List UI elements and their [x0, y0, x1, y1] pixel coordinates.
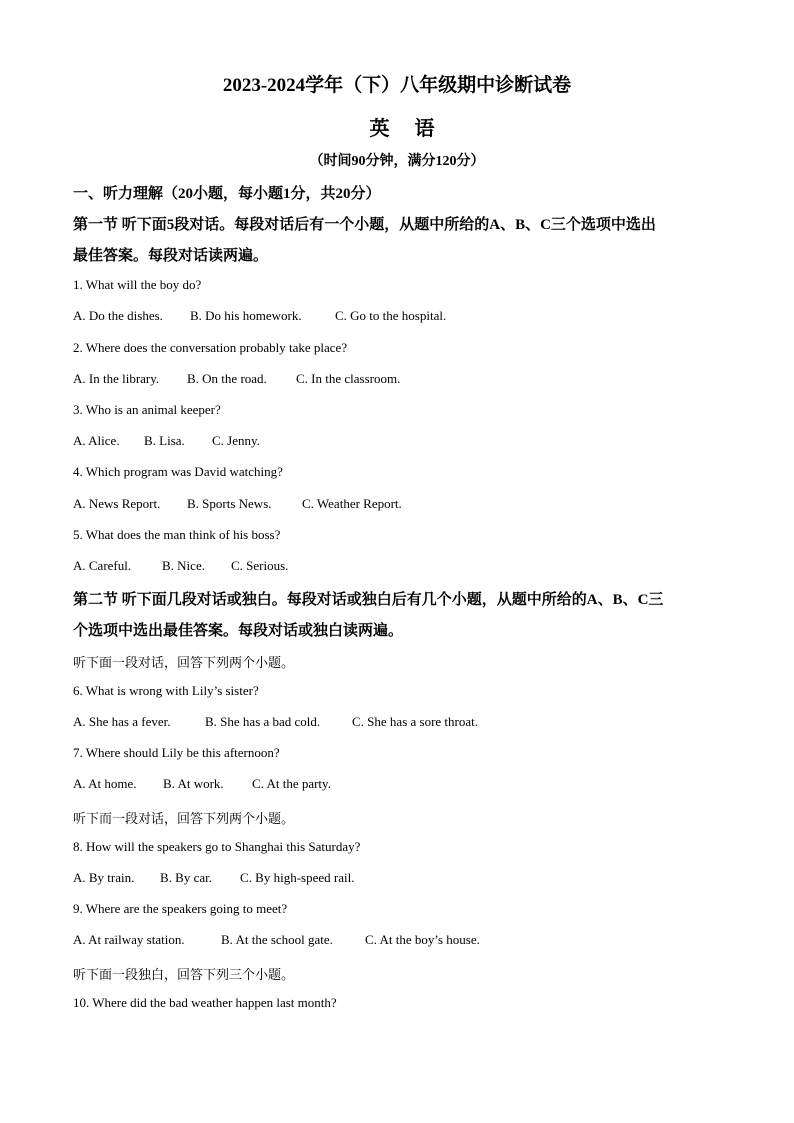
option-1b: B. Do his homework. — [190, 308, 302, 323]
option-4c: C. Weather Report. — [302, 496, 402, 511]
options-3 — [73, 433, 260, 449]
listening-instruction-2: 听下而一段对话，回答下列两个小题。 — [73, 811, 295, 826]
options-5 — [73, 558, 288, 574]
question-2: 2. Where does the conversation probably take place? — [73, 340, 348, 355]
question-1: 1. What will the boy do? — [73, 277, 202, 292]
option-5b: B. Nice. — [162, 558, 205, 573]
part1-heading: 一、听力理解（20小题，每小题1分，共20分） — [73, 186, 381, 202]
exam-title: 2023-2024学年（下）八年级期中诊断试卷 — [222, 75, 572, 96]
options-1 — [73, 308, 446, 324]
option-7c: C. At the party. — [252, 776, 331, 791]
question-3: 3. Who is an animal keeper? — [73, 402, 221, 417]
option-2c: C. In the classroom. — [296, 371, 401, 386]
listening-instruction-3: 听下面一段独白，回答下列三个小题。 — [73, 967, 295, 982]
options-6 — [73, 714, 478, 730]
question-7: 7. Where should Lily be this afternoon? — [73, 745, 280, 760]
question-9: 9. Where are the speakers going to meet? — [73, 901, 288, 916]
options-7 — [73, 776, 331, 792]
section1-instructions-line1: 第一节 听下面5段对话。每段对话后有一个小题，从题中所给的A、B、C三个选项中选出 — [73, 217, 656, 233]
option-9c: C. At the boy’s house. — [365, 932, 480, 947]
option-2b: B. On the road. — [187, 371, 267, 386]
question-5: 5. What does the man think of his boss? — [73, 527, 281, 542]
listening-instruction-1: 听下面一段对话，回答下列两个小题。 — [73, 655, 295, 670]
section2-instructions-line1: 第二节 听下面几段对话或独白。每段对话或独白后有几个小题，从题中所给的A、B、C三 — [73, 592, 664, 608]
options-4 — [73, 496, 402, 512]
question-10: 10. Where did the bad weather happen last month? — [73, 995, 337, 1010]
option-5a: A. Careful. — [73, 558, 132, 573]
option-6a: A. She has a fever. — [73, 714, 171, 729]
option-8b: B. By car. — [160, 870, 212, 885]
option-3c: C. Jenny. — [212, 433, 260, 448]
option-6c: C. She has a sore throat. — [352, 714, 479, 729]
option-6b: B. She has a bad cold. — [205, 714, 321, 729]
option-3b: B. Lisa. — [144, 433, 185, 448]
option-7a: A. At home. — [73, 776, 137, 791]
question-6: 6. What is wrong with Lily’s sister? — [73, 683, 259, 698]
option-3a: A. Alice. — [73, 433, 120, 448]
option-4b: B. Sports News. — [187, 496, 272, 511]
option-8a: A. By train. — [73, 870, 135, 885]
option-9a: A. At railway station. — [73, 932, 185, 947]
subject-title: 英 语 — [369, 118, 445, 140]
option-8c: C. By high-speed rail. — [240, 870, 355, 885]
options-9 — [73, 932, 480, 948]
options-2 — [73, 371, 400, 387]
option-4a: A. News Report. — [73, 496, 161, 511]
section1-instructions-line2: 最佳答案。每段对话读两遍。 — [73, 248, 269, 264]
option-9b: B. At the school gate. — [221, 932, 333, 947]
option-2a: A. In the library. — [73, 371, 160, 386]
option-5c: C. Serious. — [231, 558, 289, 573]
options-8 — [73, 870, 354, 886]
time-note: （时间90分钟，满分120分） — [309, 154, 485, 169]
section2-instructions-line2: 个选项中选出最佳答案。每段对话或独白读两遍。 — [73, 623, 404, 639]
question-8: 8. How will the speakers go to Shanghai this Saturday? — [73, 839, 361, 854]
option-7b: B. At work. — [163, 776, 224, 791]
option-1c: C. Go to the hospital. — [335, 308, 447, 323]
option-1a: A. Do the dishes. — [73, 308, 163, 323]
question-4: 4. Which program was David watching? — [73, 464, 283, 479]
